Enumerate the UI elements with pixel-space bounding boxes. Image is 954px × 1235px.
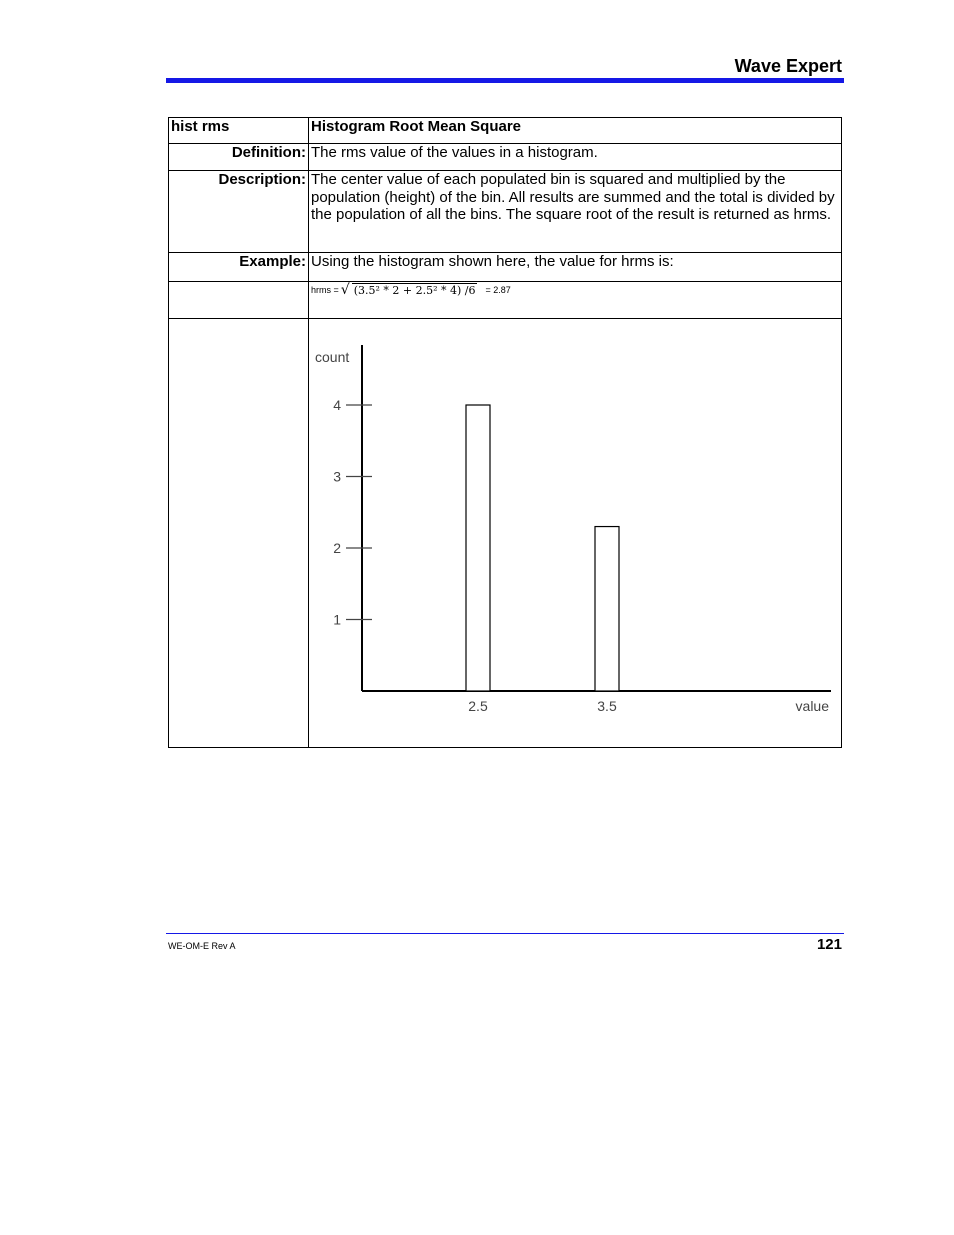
description-text: The center value of each populated bin is squared and multiplied by the population (height) of the bin. All results are summed and the total is divided by the population of all the bins. The square root of the result is returned as hrms. [309, 171, 842, 253]
formula-cell [309, 282, 842, 319]
histogram-bar [466, 405, 490, 691]
function-term: hist rms [169, 118, 309, 144]
chart-cell [309, 319, 842, 748]
formula [311, 282, 839, 298]
page-header-title: Wave Expert [734, 56, 842, 76]
y-tick-label: 4 [333, 397, 341, 413]
x-axis-label: value [795, 698, 829, 714]
y-tick-label: 3 [333, 468, 341, 485]
x-tick-label: 3.5 [597, 698, 617, 714]
table-row [169, 144, 842, 171]
description-label: Description: [169, 171, 309, 253]
table-row [169, 118, 842, 144]
formula-expression: (3.5² * 2 + 2.5² * 4) /6 [353, 284, 476, 297]
empty-cell [169, 319, 309, 748]
y-tick-label: 1 [333, 611, 341, 628]
definition-label: Definition: [169, 144, 309, 171]
function-full-name: Histogram Root Mean Square [309, 118, 842, 144]
example-label: Example: [169, 253, 309, 282]
function-entry-table [168, 117, 842, 748]
formula-prefix: hrms = [311, 285, 339, 295]
table-row [169, 282, 842, 319]
sqrt-symbol: √ [340, 282, 350, 298]
y-tick-label: 2 [333, 540, 341, 556]
x-tick-label: 2.5 [468, 698, 488, 714]
histogram-chart [309, 319, 841, 743]
empty-cell [169, 282, 309, 319]
example-text: Using the histogram shown here, the value for hrms is: [309, 253, 842, 282]
definition-text: The rms value of the values in a histogram. [309, 144, 842, 171]
y-axis-label: count [315, 349, 350, 365]
formula-result: = 2.87 [485, 285, 511, 295]
document-id: WE-OM-E Rev A [168, 941, 236, 951]
footer-rule [166, 933, 844, 934]
table-row [169, 253, 842, 282]
table-row [169, 171, 842, 253]
page-number: 121 [816, 936, 842, 953]
header-rule [166, 78, 844, 83]
table-row [169, 319, 842, 748]
histogram-bar [595, 527, 619, 691]
